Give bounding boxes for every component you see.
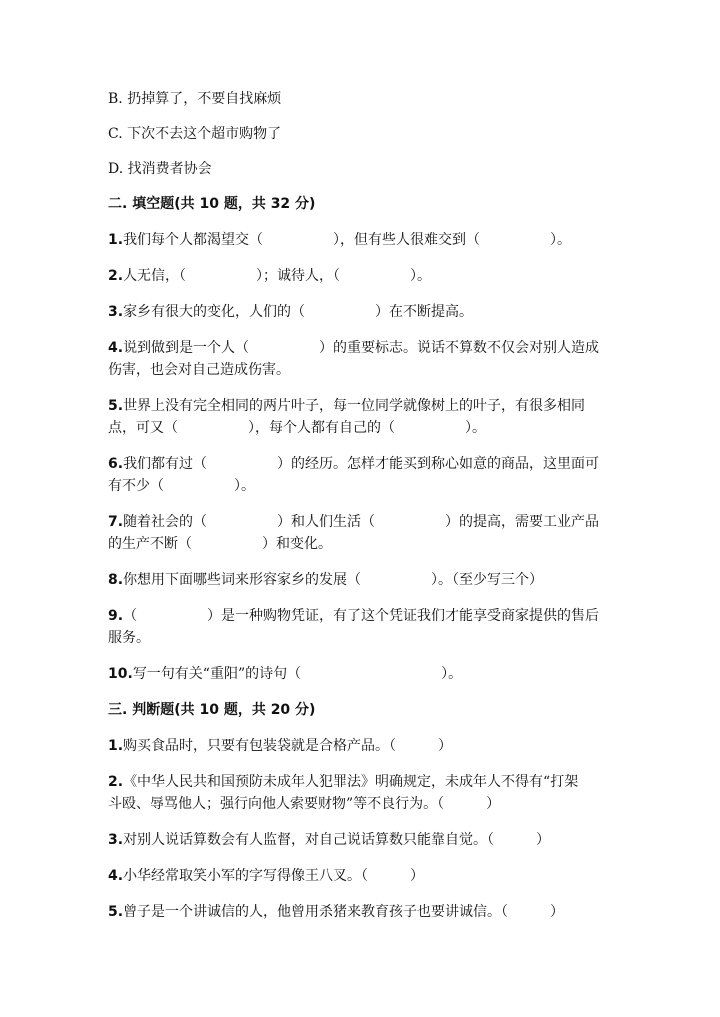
question-text: 有不少（ ）。 [108, 478, 255, 494]
question-item [108, 901, 628, 923]
question-text-line [108, 901, 628, 923]
fill-blank-questions [108, 229, 628, 685]
question-number: 1. [108, 738, 124, 754]
question-item [108, 453, 628, 497]
question-text: 点，可又（ ），每个人都有自己的（ ）。 [108, 420, 486, 436]
question-text-line [108, 337, 628, 359]
question-text: 购买食品时，只要有包装袋就是合格产品。（ ） [123, 738, 453, 754]
option-b: B. 扔掉算了，不要自找麻烦 [108, 91, 282, 107]
true-false-questions [108, 735, 628, 923]
question-text-line [108, 265, 628, 287]
question-text-line [108, 627, 628, 649]
question-number: 5. [108, 398, 124, 414]
question-item [108, 605, 628, 649]
option-c: C. 下次不去这个超市购物了 [108, 126, 282, 142]
question-text: 《中华人民共和国预防未成年人犯罪法》明确规定，未成年人不得有“打架 [123, 774, 579, 790]
option-d: D. 找消费者协会 [108, 161, 212, 177]
question-text-line [108, 417, 628, 439]
question-item [108, 569, 628, 591]
question-item [108, 735, 628, 757]
question-number: 1. [108, 232, 124, 248]
question-number: 3. [108, 832, 124, 848]
question-text-line [108, 569, 628, 591]
question-item [108, 395, 628, 439]
question-text: 小华经常取笑小军的字写得像王八叉。（ ） [123, 868, 425, 884]
question-text: 你想用下面哪些词来形容家乡的发展（ ）。（至少写三个） [123, 572, 544, 588]
question-text: 对别人说话算数会有人监督，对自己说话算数只能靠自觉。（ ） [123, 832, 551, 848]
answer-options [108, 88, 628, 180]
question-text-line [108, 829, 628, 851]
question-text-line [108, 605, 628, 627]
question-number: 5. [108, 904, 124, 920]
question-text: 服务。 [108, 630, 150, 646]
question-text: 随着社会的（ ）和人们生活（ ）的提高，需要工业产品 [123, 514, 600, 530]
question-text: 说到做到是一个人（ ）的重要标志。说话不算数不仅会对别人造成 [123, 340, 600, 356]
question-item [108, 511, 628, 555]
section-true-false-title: 三. 判断题(共 10 题，共 20 分) [108, 702, 316, 718]
question-number: 7. [108, 514, 124, 530]
question-text: 的生产不断（ ）和变化。 [108, 536, 332, 552]
question-number: 2. [108, 774, 124, 790]
question-item [108, 663, 628, 685]
section-fill-blank-title: 二. 填空题(共 10 题，共 32 分) [108, 196, 316, 212]
question-number: 4. [108, 868, 124, 884]
question-text: 人无信，（ ）；诚待人，（ ）。 [123, 268, 432, 284]
question-text: 写一句有关“重阳”的诗句（ ）。 [132, 666, 463, 682]
question-text-line [108, 865, 628, 887]
question-text-line [108, 771, 628, 793]
question-text-line [108, 511, 628, 533]
question-text: 伤害，也会对自己造成伤害。 [108, 362, 290, 378]
question-item [108, 337, 628, 381]
question-text: 曾子是一个讲诚信的人，他曾用杀猪来教育孩子也要讲诚信。（ ） [123, 904, 565, 920]
question-number: 9. [108, 608, 124, 624]
document-page [108, 88, 628, 937]
question-number: 2. [108, 268, 124, 284]
question-text: 家乡有很大的变化，人们的（ ）在不断提高。 [123, 304, 474, 320]
question-item [108, 771, 628, 815]
question-text: 世界上没有完全相同的两片叶子，每一位同学就像树上的叶子，有很多相同 [123, 398, 586, 414]
question-text-line [108, 793, 628, 815]
question-text: 斗殴、辱骂他人；强行向他人索要财物”等不良行为。（ ） [108, 796, 501, 812]
question-number: 6. [108, 456, 124, 472]
question-text-line [108, 533, 628, 555]
question-text-line [108, 735, 628, 757]
question-text: 我们都有过（ ）的经历。怎样才能买到称心如意的商品，这里面可 [123, 456, 600, 472]
question-item [108, 865, 628, 887]
question-text-line [108, 395, 628, 417]
question-item [108, 829, 628, 851]
question-number: 10. [108, 666, 133, 682]
question-number: 8. [108, 572, 124, 588]
question-text: 我们每个人都渴望交（ ），但有些人很难交到（ ）。 [123, 232, 572, 248]
question-text-line [108, 301, 628, 323]
question-text-line [108, 359, 628, 381]
question-number: 4. [108, 340, 124, 356]
question-number: 3. [108, 304, 124, 320]
question-text: （ ）是一种购物凭证，有了这个凭证我们才能享受商家提供的售后 [123, 608, 600, 624]
question-item [108, 229, 628, 251]
question-text-line [108, 453, 628, 475]
question-text-line [108, 663, 628, 685]
question-text-line [108, 475, 628, 497]
question-text-line [108, 229, 628, 251]
question-item [108, 265, 628, 287]
question-item [108, 301, 628, 323]
